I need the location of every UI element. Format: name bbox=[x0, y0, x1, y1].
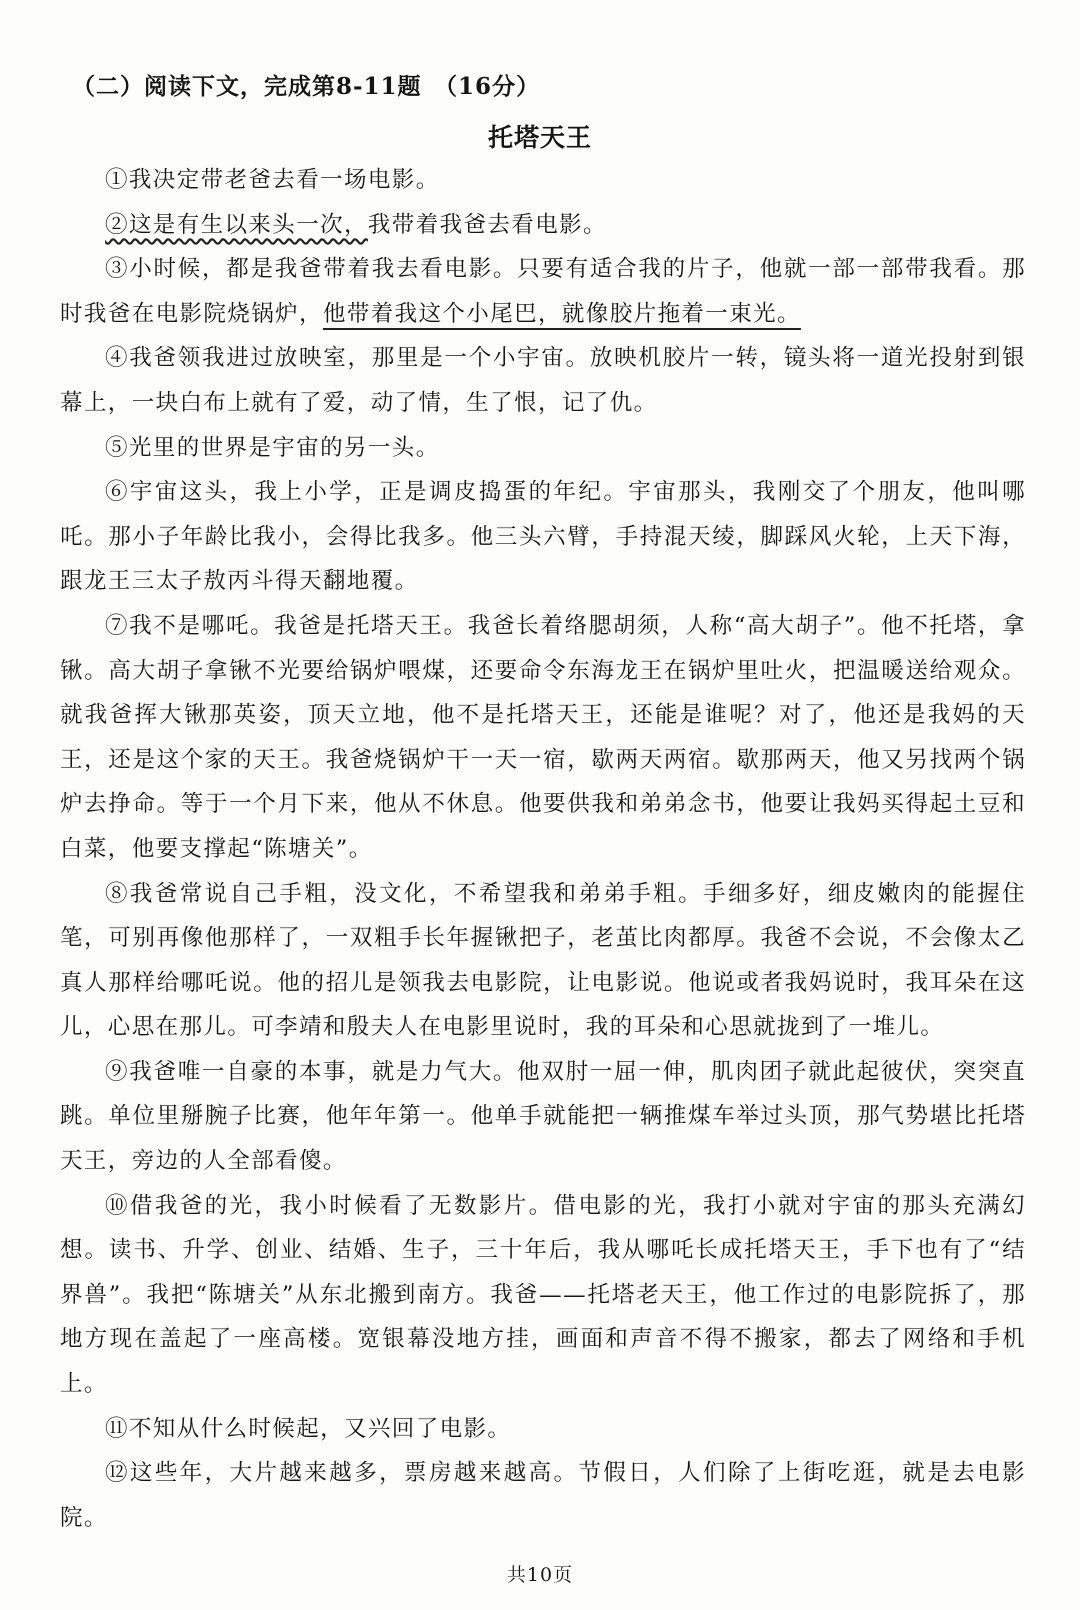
paragraph-text: ⑤光里的世界是宇宙的另一头。 bbox=[105, 434, 440, 461]
paragraph-11 bbox=[60, 1407, 1026, 1452]
paragraph-text: ①我决定带老爸去看一场电影。 bbox=[105, 167, 440, 193]
section-heading: （二）阅读下文，完成第8-11题 （16分） bbox=[72, 73, 541, 100]
paragraph-4 bbox=[60, 336, 1026, 425]
paragraph-text: ⑥宇宙这头，我上小学，正是调皮捣蛋的年纪。宇宙那头，我刚交了个朋友，他叫哪吒。那小子年龄比我小，会得比我多。他三头六臂，手持混天绫，脚踩风火轮，上天下海，跟龙王三太子敖丙斗得天翻地覆。 bbox=[60, 479, 1026, 595]
paragraph-text: ⑫这些年，大片越来越多，票房越来越高。节假日，人们除了上街吃逛，就是去电影院。 bbox=[60, 1460, 1026, 1531]
paragraph-10 bbox=[60, 1184, 1026, 1407]
paragraph-3 bbox=[60, 247, 1026, 336]
paragraph-text: ⑨我爸唯一自豪的本事，就是力气大。他双肘一屈一伸，肌肉团子就此起彼伏，突突直跳。单位里掰腕子比赛，他年年第一。他单手就能把一辆推煤车举过头顶，那气势堪比托塔天王，旁边的人全部看傻。 bbox=[60, 1058, 1026, 1175]
paragraph-1 bbox=[60, 158, 1026, 203]
underlined-sentence: 他带着我这个小尾巴，就像胶片拖着一束光。 bbox=[322, 300, 801, 327]
paragraph-text: ④我爸领我进过放映室，那里是一个小宇宙。放映机胶片一转，镜头将一道光投射到银幕上，一块白布上就有了爱，动了情，生了恨，记了仇。 bbox=[60, 345, 1026, 416]
paragraph-8 bbox=[60, 872, 1026, 1050]
paragraph-text: 我带着我爸去看电影。 bbox=[367, 211, 607, 238]
article-title: 托塔天王 bbox=[487, 123, 592, 152]
paragraph-text: ③小时候，都是我爸带着我去看电影。只要有适合我的片子，他就一部一部带我看。那时我爸在电影院烧锅炉， bbox=[60, 256, 1026, 327]
paragraph-text: ⑪不知从什么时候起，又兴回了电影。 bbox=[105, 1415, 512, 1442]
paragraph-2 bbox=[60, 203, 1026, 248]
page-count-footer: 共10页 bbox=[506, 1564, 574, 1586]
paragraph-9 bbox=[60, 1050, 1026, 1184]
wavy-underlined-text: ②这是有生以来头一次， bbox=[105, 211, 368, 238]
paragraph-6 bbox=[60, 470, 1026, 604]
paragraph-text: ⑩借我爸的光，我小时候看了无数影片。借电影的光，我打小就对宇宙的那头充满幻想。读书、升学、创业、结婚、生子，三十年后，我从哪吒长成托塔天王，手下也有了“结界兽”。我把“陈塘关”从东北搬到南方。我爸——托塔老天王，他工作过的电影院拆了，那地方现在盖起了一座高楼。宽银幕没地方挂，画面和声音不得不搬家，都去了网络和手机上。 bbox=[60, 1192, 1026, 1398]
paragraph-text: ⑧我爸常说自己手粗，没文化，不希望我和弟弟手粗。手细多好，细皮嫩肉的能握住笔，可别再像他那样了，一双粗手长年握锹把子，老茧比肉都厚。我爸不会说，不会像太乙真人那样给哪吒说。他的招儿是领我去电影院，让电影说。他说或者我妈说时，我耳朵在这儿，心思在那儿。可李靖和殷夫人在电影里说时，我的耳朵和心思就拢到了一堆儿。 bbox=[60, 880, 1026, 1041]
paragraph-12 bbox=[60, 1451, 1026, 1540]
article-body bbox=[60, 158, 1026, 1540]
paragraph-text: ⑦我不是哪吒。我爸是托塔天王。我爸长着络腮胡须，人称“高大胡子”。他不托塔，拿锹。高大胡子拿锹不光要给锅炉喂煤，还要命令东海龙王在锅炉里吐火，把温暖送给观众。就我爸挥大锹那英姿，顶天立地，他不是托塔天王，还能是谁呢？对了，他还是我妈的天王，还是这个家的天王。我爸烧锅炉干一天一宿，歇两天两宿。歇那两天，他又另找两个锅炉去挣命。等于一个月下来，他从不休息。他要供我和弟弟念书，他要让我妈买得起土豆和白菜，他要支撑起“陈塘关”。 bbox=[60, 612, 1026, 862]
paragraph-7 bbox=[60, 604, 1026, 872]
paragraph-5 bbox=[60, 426, 1026, 471]
